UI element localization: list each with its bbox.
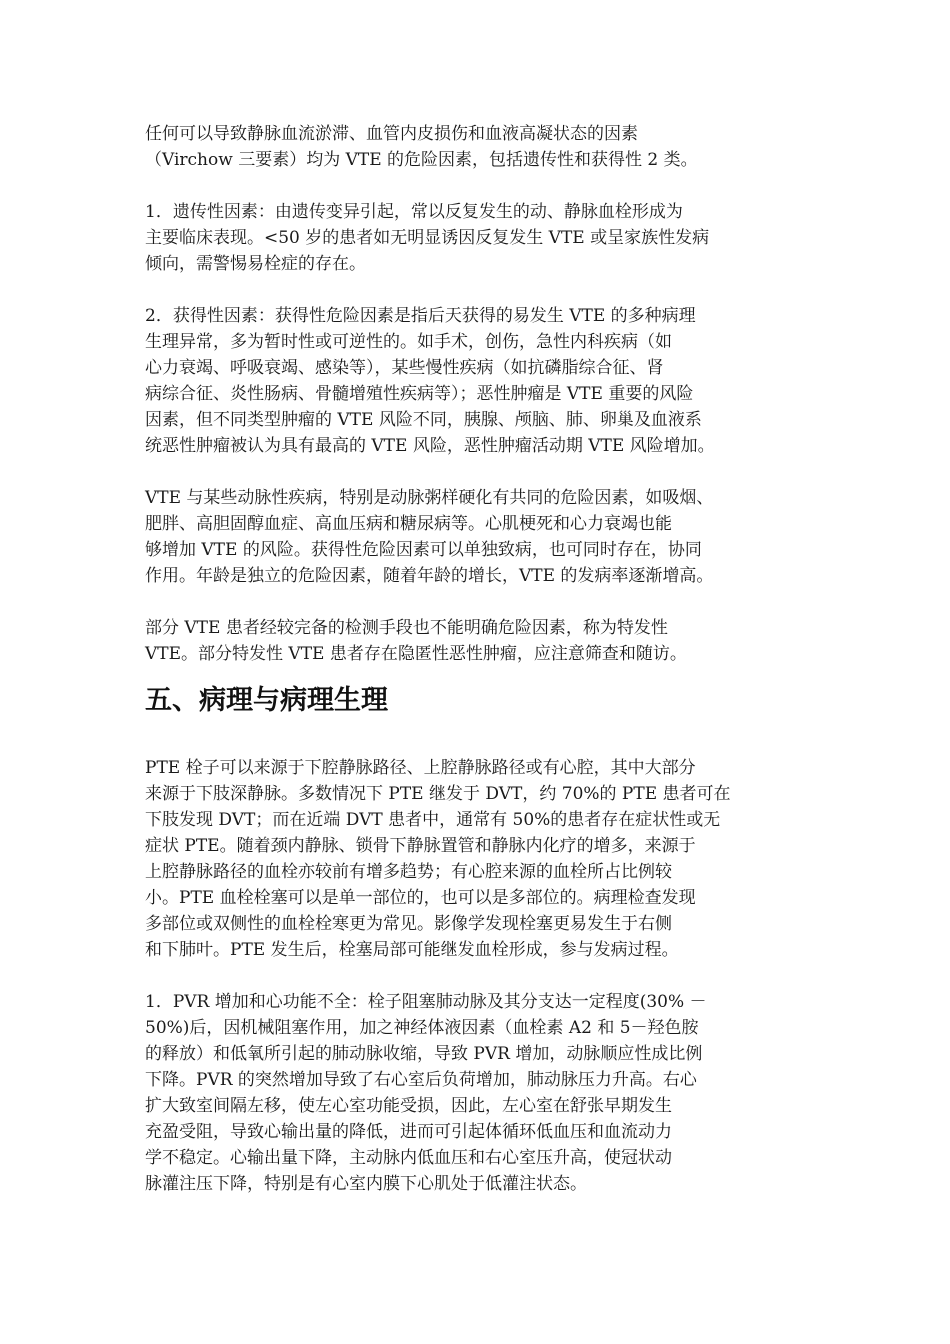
- paragraph-pvr-cardiac-dysfunction: 1．PVR 增加和心功能不全：栓子阻塞肺动脉及其分支达一定程度(30% － 50%)后，因机械阻塞作用，加之神经体液因素（血栓素 A2 和 5－羟色胺 的释放）和低氧所引起的肺动脉收缩，导致 PVR 增加，动脉顺应性成比例 下降。PVR 的突然增加导致了右心室后负荷增加，肺动脉压力升高。右心 扩大致室间隔左移，使左心室功能受损，因此，左心室在舒张早期发生 充盈受阻，导致心输出量的降低，进而可引起体循环低血压和血流动力 学不稳定。心输出量下降，主动脉内低血压和右心室压升高，使冠状动 脉灌注压下降，特别是有心室内膜下心肌处于低灌注状态。: [145, 992, 707, 1194]
- paragraph-arterial-disease-factors: VTE 与某些动脉性疾病，特别是动脉粥样硬化有共同的危险因素，如吸烟、 肥胖、高胆固醇血症、高血压病和糖尿病等。心肌梗死和心力衰竭也能 够增加 VTE 的风险。获得性危险因素可以单独致病，也可同时存在，协同 作用。年龄是独立的危险因素，随着年龄的增长，VTE 的发病率逐渐增高。: [145, 488, 714, 586]
- heading-spacer: [145, 725, 815, 755]
- paragraph-acquired-factors: 2．获得性因素：获得性危险因素是指后天获得的易发生 VTE 的多种病理 生理异常，多为暂时性或可逆性的。如手术，创伤，急性内科疾病（如 心力衰竭、呼吸衰竭、感染等），某些慢性疾病（如抗磷脂综合征、肾 病综合征、炎性肠病、骨髓增殖性疾病等）；恶性肿瘤是 VTE 重要的风险 因素，但不同类型肿瘤的 VTE 风险不同，胰腺、颅脑、肺、卵巢及血液系 统恶性肿瘤被认为具有最高的 VTE 风险，恶性肿瘤活动期 VTE 风险增加。: [145, 306, 715, 456]
- paragraph-embolus-origin: PTE 栓子可以来源于下腔静脉路径、上腔静脉路径或有心腔，其中大部分 来源于下肢深静脉。多数情况下 PTE 继发于 DVT，约 70%的 PTE 患者可在 下肢发现 DVT；而在近端 DVT 患者中，通常有 50%的患者存在症状性或无 症状 PTE。随着颈内静脉、锁骨下静脉置管和静脉内化疗的增多，来源于 上腔静脉路径的血栓亦较前有增多趋势；有心腔来源的血栓所占比例较 小。PTE 血栓栓塞可以是单一部位的，也可以是多部位的。病理检查发现 多部位或双侧性的血栓栓寒更为常见。影像学发现栓塞更易发生于右侧 和下肺叶。PTE 发生后，栓塞局部可能继发血栓形成，参与发病过程。: [145, 758, 731, 960]
- paragraph-virchow-triad: 任何可以导致静脉血流淤滞、血管内皮损伤和血液高凝状态的因素 （Virchow 三要素）均为 VTE 的危险因素，包括遗传性和获得性 2 类。: [145, 124, 698, 170]
- paragraph-spacer: [145, 459, 815, 485]
- paragraph-hereditary-factors: 1．遗传性因素：由遗传变异引起，常以反复发生的动、静脉血栓形成为 主要临床表现。<50 岁的患者如无明显诱因反复发生 VTE 或呈家族性发病 倾向，需警惕易栓症的存在。: [145, 202, 710, 274]
- paragraph-spacer: [145, 963, 815, 989]
- paragraph-spacer: [145, 173, 815, 199]
- paragraph-spacer: [145, 277, 815, 303]
- paragraph-idiopathic-vte: 部分 VTE 患者经较完备的检测手段也不能明确危险因素，称为特发性 VTE。部分特发性 VTE 患者存在隐匿性恶性肿瘤，应注意筛查和随访。: [145, 618, 687, 664]
- paragraph-spacer: [145, 589, 815, 615]
- section-heading-pathology: 五、病理与病理生理: [145, 685, 388, 716]
- document-page: [145, 121, 815, 1197]
